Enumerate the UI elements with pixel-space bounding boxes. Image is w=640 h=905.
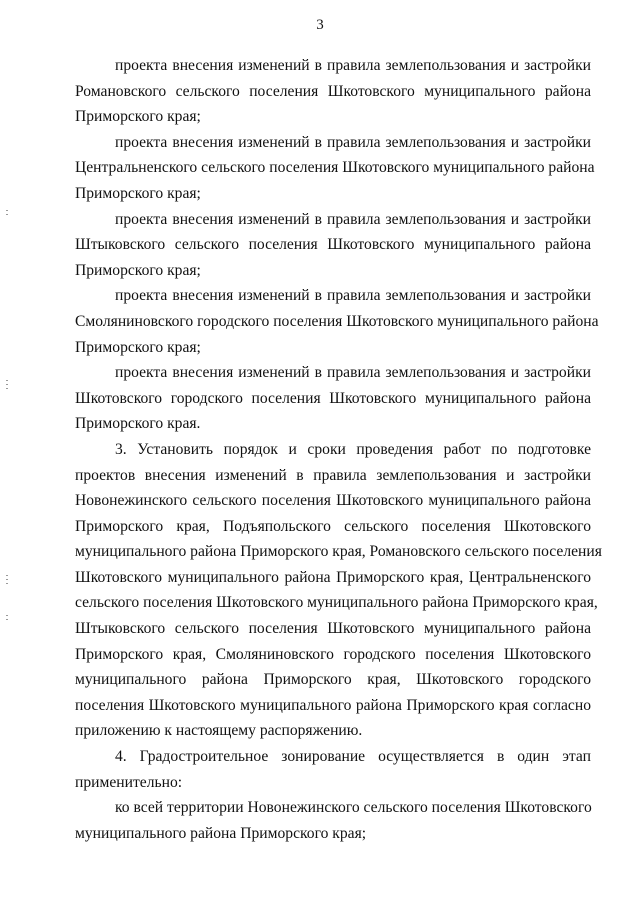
text-line: Новонежинского сельского поселения Шкотовского муниципального района xyxy=(75,492,591,510)
text-line: Центральненского сельского поселения Шкотовского муниципального района xyxy=(75,159,595,177)
text-line: применительно: xyxy=(75,773,183,791)
text-line: Приморского края, Смоляниновского городского поселения Шкотовского xyxy=(75,645,591,663)
text-line: проектов внесения изменений в правила землепользования и застройки xyxy=(75,466,591,484)
text-line: Приморского края; xyxy=(75,108,201,126)
text-line: проекта внесения изменений в правила землепользования и застройки xyxy=(115,364,591,382)
text-line: проекта внесения изменений в правила землепользования и застройки xyxy=(115,57,591,74)
numbered-paragraph xyxy=(75,437,602,744)
text-line: 4. Градостроительное зонирование осуществляется в один этап xyxy=(115,748,591,766)
text-line: муниципального района Приморского края, Шкотовского городского xyxy=(75,671,591,689)
text-line: Шкотовского муниципального района Приморского края, Центральненского xyxy=(75,568,591,586)
text-line: поселения Шкотовского муниципального района Приморского края согласно xyxy=(75,696,591,714)
text-line: Приморского края. xyxy=(75,415,201,433)
text-line: 3. Установить порядок и сроки проведения работ по подготовке xyxy=(115,440,591,458)
text-line: муниципального района Приморского края; xyxy=(75,824,367,842)
paragraph xyxy=(75,53,591,130)
paragraph xyxy=(75,207,591,284)
text-line: Приморского края; xyxy=(75,261,201,279)
text-line: Штыковского сельского поселения Шкотовского муниципального района xyxy=(75,236,591,254)
paragraph xyxy=(75,283,599,360)
paragraph xyxy=(75,360,591,437)
text-line: муниципального района Приморского края, Романовского сельского поселения xyxy=(75,543,602,561)
text-line: Шкотовского городского поселения Шкотовского муниципального района xyxy=(75,389,591,407)
text-line: Смоляниновского городского поселения Шкотовского муниципального района xyxy=(75,312,599,330)
text-line: Приморского края; xyxy=(75,338,201,356)
text-line: проекта внесения изменений в правила землепользования и застройки xyxy=(115,287,591,305)
text-line: ко всей территории Новонежинского сельского поселения Шкотовского xyxy=(115,799,592,817)
text-line: проекта внесения изменений в правила землепользования и застройки xyxy=(115,133,591,151)
text-line: проекта внесения изменений в правила землепользования и застройки xyxy=(115,210,591,228)
binding-margin-marks xyxy=(6,0,10,905)
text-line: сельского поселения Шкотовского муниципального района Приморского края, xyxy=(75,594,598,612)
document-body xyxy=(75,53,602,846)
text-line: Штыковского сельского поселения Шкотовского муниципального района xyxy=(75,620,591,638)
text-line: Приморского края; xyxy=(75,184,201,202)
text-line: Приморского края, Подъяпольского сельского поселения Шкотовского xyxy=(75,517,591,535)
text-line: приложению к настоящему распоряжению. xyxy=(75,722,363,740)
paragraph xyxy=(75,130,595,207)
text-line: Романовского сельского поселения Шкотовского муниципального района xyxy=(75,82,591,100)
numbered-paragraph xyxy=(75,744,591,795)
page-number: 3 xyxy=(316,17,324,33)
paragraph xyxy=(75,795,591,846)
